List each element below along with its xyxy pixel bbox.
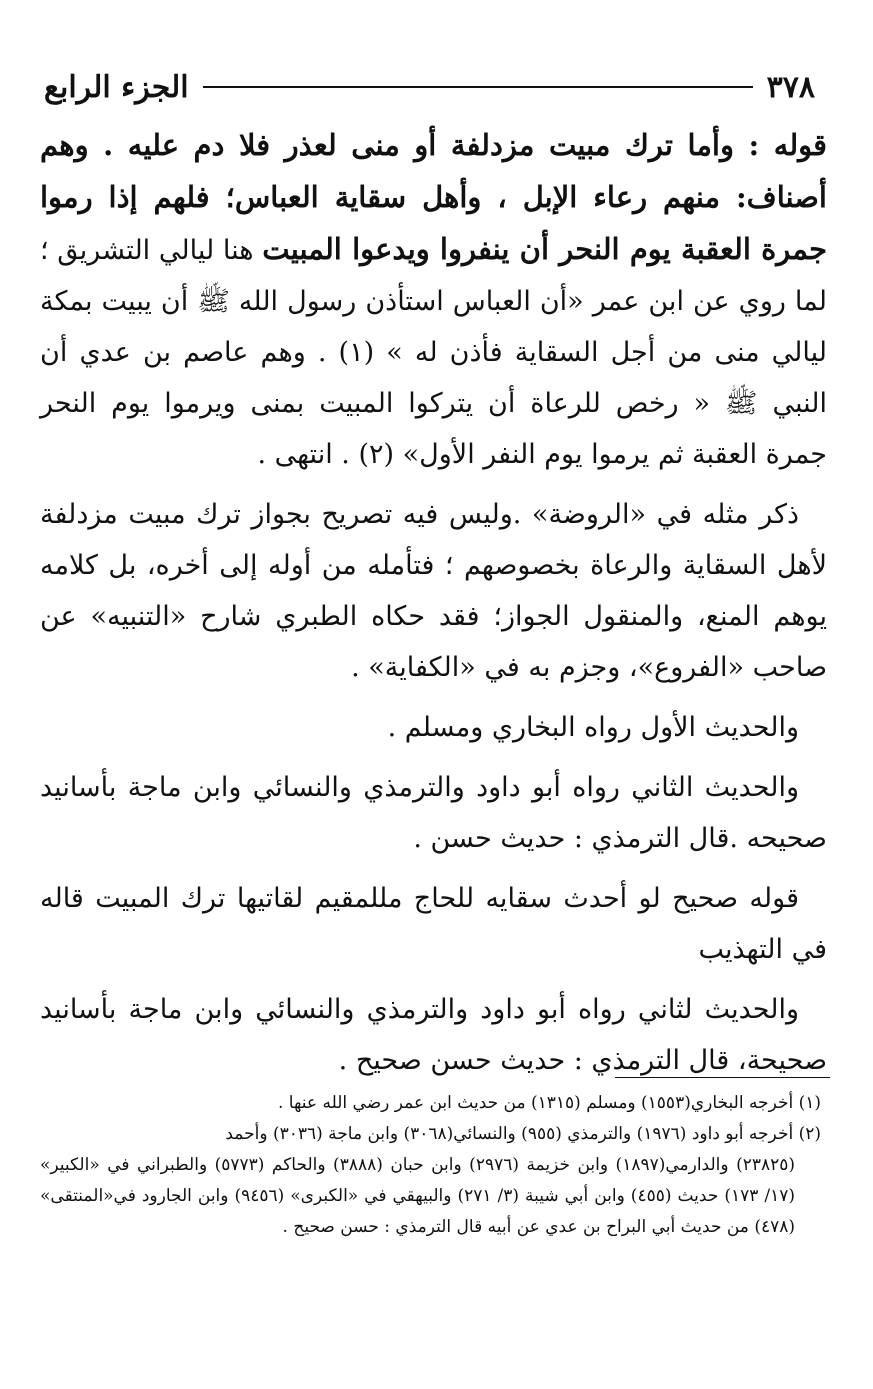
paragraph-6: والحديث لثاني رواه أبو داود والترمذي والنسائي وابن ماجة بأسانيد صحيحة، قال الترمذي : حديث حسن صحيح .: [40, 994, 827, 1076]
paragraph-2: ذكر مثله في «الروضة» .وليس فيه تصريح بجواز ترك مبيت مزدلفة لأهل السقاية والرعاة بخصوصهم ؛ فتأمله من أوله إلى أخره، بل كلامه يوهم المنع، والمنقول الجواز؛ فقد حكاه الطبري شارح «التنبيه» عن صاحب «الفروع»، وجزم به في «الكفاية» .: [40, 499, 827, 683]
paragraph-5: قوله صحيح لو أحدث سقايه للحاج مللمقيم لقاتيها ترك المبيت قاله في التهذيب: [40, 883, 827, 965]
page-number: ٣٧٨: [766, 69, 815, 105]
footnote-1: (١) أخرجه البخاري(١٥٥٣) ومسلم (١٣١٥) من حديث ابن عمر رضي الله عنها .: [277, 1093, 821, 1113]
running-title: الجزء الرابع: [44, 69, 189, 105]
paragraph-1: [40, 120, 827, 480]
footnote-2-continued: (٢٣٨٢٥) والدارمي(١٨٩٧) وابن خزيمة (٢٩٧٦) وابن حبان (٣٨٨٨) والحاكم (٥٧٧٣) والطبراني في «الكبير» (١٧/ ١٧٣) حديث (٤٥٥) وابن أبي شيبة (٣/ ٢٧١) والبيهقي في «الكبرى» (٩٤٥٦) وابن الجارود في«المنتقى» (٤٧٨) من حديث أبي البراح بن عدي عن أبيه قال الترمذي : حسن صحيح .: [40, 1155, 796, 1237]
paragraph-3: والحديث الأول رواه البخاري ومسلم .: [387, 712, 799, 743]
header-rule: [203, 86, 753, 88]
main-text: [40, 120, 827, 1095]
footnote-separator: [615, 1077, 830, 1078]
footnotes: [40, 1088, 821, 1243]
paragraph-4: والحديث الثاني رواه أبو داود والترمذي والنسائي وابن ماجة بأسانيد صحيحه .قال الترمذي : حديث حسن .: [40, 772, 827, 854]
page-header: [44, 62, 815, 112]
footnote-2: (٢) أخرجه أبو داود (١٩٧٦) والترمذي (٩٥٥) والنسائي(٣٠٦٨) وابن ماجة (٣٠٣٦) وأحمد: [225, 1124, 821, 1144]
quoted-text-bold: قوله : وأما ترك مبيت مزدلفة أو منى لعذر فلا دم عليه . وهم أصناف: منهم رعاء الإبل ، وأهل سقاية العباس؛ فلهم إذا رموا جمرة العقبة يوم النحر أن ينفروا ويدعوا المبيت: [40, 128, 827, 266]
commentary-text: هنا ليالي التشريق ؛لما روي عن ابن عمر «أن العباس استأذن رسول الله ﷺ أن يبيت بمكة ليالي منى من أجل السقاية فأذن له » (١) . وهم عاصم بن عدي أن النبي ﷺ « رخص للرعاة أن يتركوا المبيت بمنى ويرموا يوم النحر جمرة العقبة ثم يرموا يوم النفر الأول» (٢) . انتهى .: [40, 235, 827, 470]
